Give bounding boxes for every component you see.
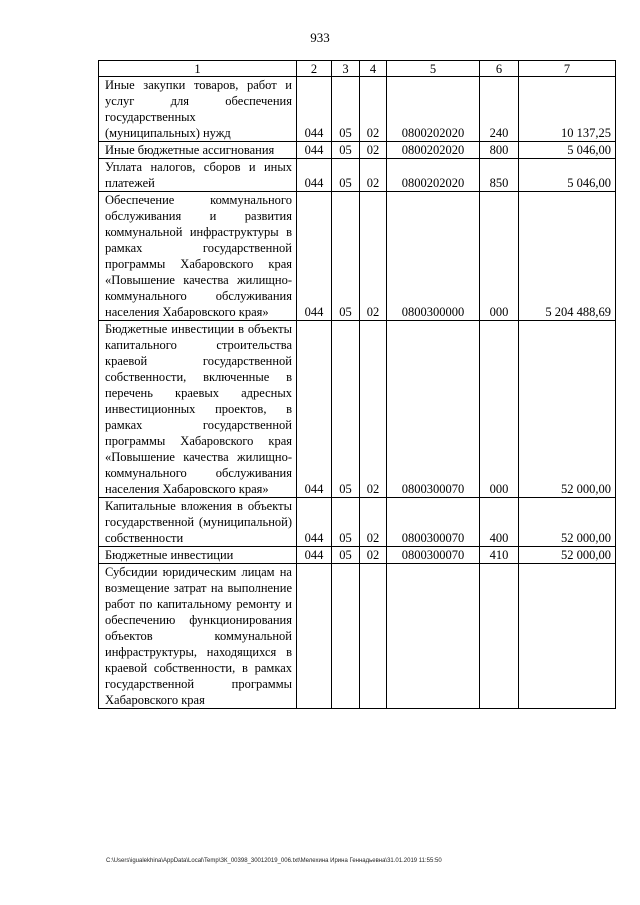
budget-table: [98, 60, 616, 709]
cell-ministry: [297, 564, 332, 709]
cell-ministry: 044: [297, 77, 332, 142]
cell-target: [387, 564, 480, 709]
cell-subsection: 02: [360, 547, 387, 564]
cell-amount: 52 000,00: [519, 498, 616, 547]
cell-expense-type: 800: [480, 142, 519, 159]
cell-amount: [519, 564, 616, 709]
cell-subsection: 02: [360, 498, 387, 547]
cell-amount: 52 000,00: [519, 321, 616, 498]
row-name: Субсидии юридическим лицам на возмещение затрат на выполнение работ по капитальному ремонту и обеспечению функционирования объектов коммунальной инфраструктуры, находящихся в краевой собственности, в рамках государственной программы Хабаровского края: [99, 564, 297, 709]
table-row: [99, 321, 616, 498]
cell-expense-type: 240: [480, 77, 519, 142]
cell-subsection: [360, 564, 387, 709]
table-row: [99, 498, 616, 547]
table-row: [99, 547, 616, 564]
page-number: 933: [310, 30, 330, 45]
cell-section: 05: [332, 142, 360, 159]
column-header: 5: [387, 61, 480, 77]
cell-section: [332, 564, 360, 709]
row-name: Бюджетные инвестиции в объекты капитального строительства краевой государственной собственности, включенные в перечень краевых адресных инвестиционных проектов, в рамках государственной программы Хабаровского края «Повышение качества жилищно-коммунального обслуживания населения Хабаровского края»: [99, 321, 297, 498]
cell-target: 0800300070: [387, 321, 480, 498]
row-name: Иные бюджетные ассигнования: [99, 142, 297, 159]
row-name: Обеспечение коммунального обслуживания и развития коммунальной инфраструктуры в рамках государственной программы Хабаровского края «Повышение качества жилищно-коммунального обслуживания населения Хабаровского края»: [99, 192, 297, 321]
cell-amount: 5 204 488,69: [519, 192, 616, 321]
header-row: [99, 61, 616, 77]
file-path-footer: C:\Users\igualekhina\AppData\Local\Temp\ЗК_00398_30012019_006.txt\Мелехина Ирина Геннадьевна\31.01.2019 11:55:50: [106, 858, 442, 864]
cell-target: 0800300070: [387, 498, 480, 547]
cell-target: 0800300070: [387, 547, 480, 564]
cell-section: 05: [332, 547, 360, 564]
column-header: 2: [297, 61, 332, 77]
table-row: [99, 159, 616, 192]
table-row: [99, 564, 616, 709]
cell-section: 05: [332, 321, 360, 498]
cell-ministry: 044: [297, 321, 332, 498]
cell-target: 0800202020: [387, 77, 480, 142]
table-row: [99, 192, 616, 321]
column-header: 3: [332, 61, 360, 77]
cell-section: 05: [332, 498, 360, 547]
cell-subsection: 02: [360, 142, 387, 159]
cell-expense-type: [480, 564, 519, 709]
cell-target: 0800202020: [387, 159, 480, 192]
cell-expense-type: 000: [480, 192, 519, 321]
cell-target: 0800300000: [387, 192, 480, 321]
cell-ministry: 044: [297, 498, 332, 547]
column-header: 4: [360, 61, 387, 77]
cell-expense-type: 000: [480, 321, 519, 498]
column-header: 7: [519, 61, 616, 77]
row-name: Уплата налогов, сборов и иных платежей: [99, 159, 297, 192]
cell-subsection: 02: [360, 77, 387, 142]
cell-amount: 10 137,25: [519, 77, 616, 142]
cell-section: 05: [332, 77, 360, 142]
cell-section: 05: [332, 192, 360, 321]
cell-amount: 5 046,00: [519, 159, 616, 192]
cell-target: 0800202020: [387, 142, 480, 159]
cell-ministry: 044: [297, 159, 332, 192]
row-name: Иные закупки товаров, работ и услуг для обеспечения государственных (муниципальных) нужд: [99, 77, 297, 142]
cell-expense-type: 850: [480, 159, 519, 192]
cell-amount: 52 000,00: [519, 547, 616, 564]
cell-ministry: 044: [297, 192, 332, 321]
row-name: Бюджетные инвестиции: [99, 547, 297, 564]
cell-ministry: 044: [297, 547, 332, 564]
row-name: Капитальные вложения в объекты государственной (муниципальной) собственности: [99, 498, 297, 547]
cell-expense-type: 410: [480, 547, 519, 564]
cell-subsection: 02: [360, 321, 387, 498]
cell-subsection: 02: [360, 192, 387, 321]
table-row: [99, 142, 616, 159]
cell-subsection: 02: [360, 159, 387, 192]
cell-section: 05: [332, 159, 360, 192]
table-row: [99, 77, 616, 142]
cell-expense-type: 400: [480, 498, 519, 547]
cell-ministry: 044: [297, 142, 332, 159]
column-header: 6: [480, 61, 519, 77]
cell-amount: 5 046,00: [519, 142, 616, 159]
column-header: 1: [99, 61, 297, 77]
